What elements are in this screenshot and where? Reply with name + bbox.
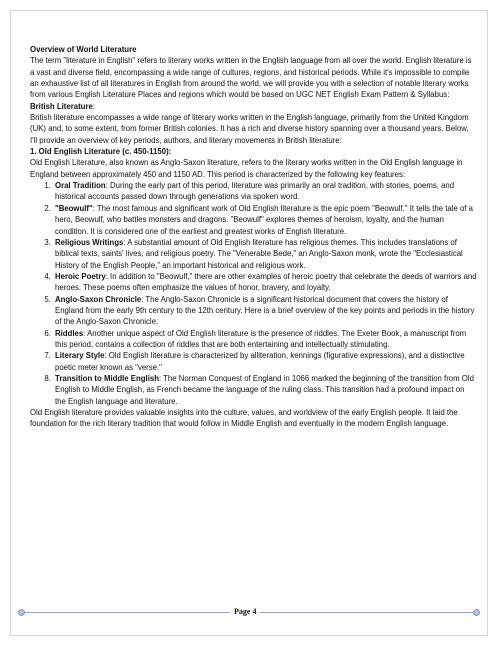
feature-text: : The Anglo-Saxon Chronicle is a significant historical document that covers the history of England from the early 9th century to the 12th century. Here is a brief overview of the key points and periods in the history of the Anglo-Saxon Chronicle: bbox=[55, 294, 475, 327]
british-paragraph: British literature encompasses a wide range of literary works written in the English language, primarily from the United Kingdom (UK) and, to some extent, from former British colonies. It has a rich and diverse history spanning over a thousand years. Below, I'll provide an overview of key periods, authors, and literary movements in British literature: bbox=[30, 113, 469, 145]
british-heading-colon: : bbox=[92, 101, 95, 111]
overview-heading: Overview of World Literature bbox=[30, 45, 137, 54]
features-list bbox=[30, 180, 477, 407]
feature-text: : The most famous and significant work of Old English literature is the epic poem "Beowulf." It tells the tale of a hero, Beowulf, who battles monsters and dragons. "Beowulf" explores themes of heroism, loyalty, and the human condition. It is considered one of the earliest and greatest works of English literature. bbox=[55, 203, 473, 236]
document-body bbox=[30, 44, 477, 430]
overview-paragraph: The term "literature in English" refers to literary works written in the English language from all over the world. English literature is a vast and diverse field, encompassing a wide range of cultures, regions, and historical periods. While it's impossible to compile an exhaustive list of all literatures in English from around the world, we will provide you with a selection of notable literary works from various English Literature Places and regions which would be based on UGC NET English Exam Pattern & Syllabus: bbox=[30, 56, 472, 100]
feature-term: Oral Tradition bbox=[55, 181, 106, 191]
feature-term: Anglo-Saxon Chronicle bbox=[55, 294, 142, 304]
british-heading bbox=[30, 101, 477, 112]
feature-text: : In addition to "Beowulf," there are other examples of heroic poetry that celebrate the deeds of warriors and heroes. These poems often emphasize the values of honor, bravery, and loyalty. bbox=[55, 271, 477, 293]
feature-text: : During the early part of this period, literature was primarily an oral tradition, with stories, poems, and historical accounts passed down through generations via spoken word. bbox=[55, 181, 455, 202]
list-item bbox=[53, 271, 477, 294]
conclusion-paragraph: Old English literature provides valuable insights into the culture, values, and worldview of the early English people. It laid the foundation for the rich literary tradition that would follow in Middle English and eventually in the modern English language. bbox=[30, 408, 458, 429]
feature-term: Literary Style bbox=[55, 351, 105, 361]
feature-term: "Beowulf" bbox=[55, 203, 93, 213]
list-item bbox=[53, 328, 477, 351]
feature-term: Riddles bbox=[55, 328, 84, 338]
list-item bbox=[53, 203, 477, 237]
old-english-intro: Old English Literature, also known as Anglo-Saxon literature, refers to the literary works written in the Old English language in England between approximately 450 and 1150 AD. This period is characterized by the following key features: bbox=[30, 158, 463, 179]
feature-term: Religious Writings bbox=[55, 237, 124, 247]
feature-text: : The Norman Conquest of England in 1066 marked the beginning of the transition from Old English to Middle English, as French became the language of the ruling class. This transition had a profound impact on the English language and literature. bbox=[55, 373, 474, 406]
list-item bbox=[53, 237, 477, 271]
feature-text: : Another unique aspect of Old English literature is the presence of riddles. The Exeter Book, a manuscript from this period, contains a collection of riddles that are both entertaining and intellectually stimulating. bbox=[55, 328, 467, 349]
feature-text: : Old English literature is characterized by alliteration, kennings (figurative expressions), and a distinctive poetic meter known as "verse." bbox=[55, 351, 465, 372]
list-item bbox=[53, 180, 477, 203]
list-item bbox=[53, 350, 477, 373]
feature-term: Transition to Middle English bbox=[55, 373, 159, 383]
old-english-heading: 1. Old English Literature (c. 450-1150): bbox=[30, 147, 172, 157]
list-item bbox=[53, 373, 477, 407]
list-item bbox=[53, 294, 477, 328]
page-number: Page 4 bbox=[230, 606, 260, 618]
british-heading-text: British Literature bbox=[30, 101, 93, 111]
feature-term: Heroic Poetry bbox=[55, 271, 106, 281]
feature-text: : A substantial amount of Old English literature has religious themes. This includes translations of biblical texts, saints' lives, and religious poetry. The "Venerable Bede," an Anglo-Saxon monk, wrote the "Ecclesiastical History of the English People," an important historical and religious work. bbox=[55, 237, 463, 270]
